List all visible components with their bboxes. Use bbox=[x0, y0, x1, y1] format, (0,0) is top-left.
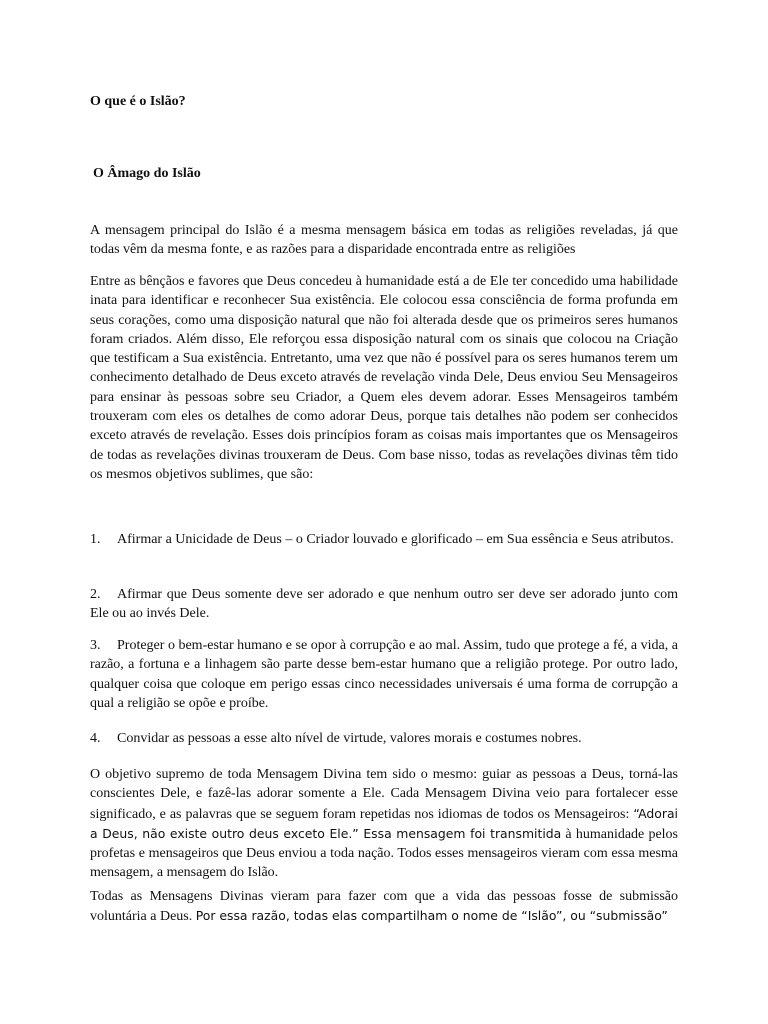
list-item-text: Proteger o bem-estar humano e se opor à corrupção e ao mal. Assim, tudo que protege a fé, a vida, a razão, a fortuna e a linhagem são parte desse bem-estar humano que a religião protege. Por outro lado, qualquer coisa que coloque em perigo essas cinco necessidades universais é uma forma de corrupção a qual a religião se opõe e proíbe. bbox=[90, 638, 678, 711]
list-item-text: Convidar as pessoas a esse alto nível de virtude, valores morais e costumes nobres. bbox=[117, 731, 582, 746]
page-title: O que é o Islão? bbox=[90, 94, 186, 109]
intro-paragraph: A mensagem principal do Islão é a mesma mensagem básica em todas as religiões reveladas, já que todas vêm da mesma fonte, e as razões para a disparidade encontrada entre as religiões bbox=[90, 223, 678, 258]
goal-paragraph-text: O objetivo supremo de toda Mensagem Divina tem sido o mesmo: guiar as pessoas a Deus, torná-las conscientes Dele, e fazê-las adorar somente a Ele. Cada Mensagem Divina veio para fortalecer esse significado, e as palavras que se seguem foram repetidas nos idiomas de todos os Mensageiros: bbox=[90, 767, 678, 822]
list-item-text: Afirmar que Deus somente deve ser adorado e que nenhum outro ser deve ser adorado junto com Ele ou ao invés Dele. bbox=[90, 587, 678, 622]
list-item bbox=[90, 585, 678, 624]
list-item bbox=[90, 530, 678, 549]
list-item-number: 1. bbox=[90, 532, 101, 547]
closing-paragraph-text: Todas as Mensagens Divinas vieram para fazer com que a vida das pessoas fosse de submissão voluntária a Deus. bbox=[90, 889, 678, 925]
goal-paragraph bbox=[90, 765, 678, 883]
list-item-text: Afirmar a Unicidade de Deus – o Criador louvado e glorificado – em Sua essência e Seus atributos. bbox=[117, 532, 674, 547]
closing-paragraph bbox=[90, 887, 678, 927]
list-item bbox=[90, 729, 678, 748]
list-item-number: 3. bbox=[90, 638, 101, 653]
list-item-number: 4. bbox=[90, 731, 101, 746]
quoted-message: “Adorai a Deus, não existe outro deus exceto Ele.” Essa mensagem foi transmitida bbox=[90, 805, 678, 841]
goal-paragraph-end: à humanidade pelos profetas e mensageiros que Deus enviou a toda nação. Todos esses mensageiros vieram com essa mesma mensagem, a mensagem do Islão. bbox=[90, 826, 679, 881]
closing-paragraph-end: Por essa razão, todas elas compartilham o nome de “Islão”, ou “submissão” bbox=[195, 908, 668, 924]
list-item-number: 2. bbox=[90, 587, 101, 602]
main-paragraph: Entre as bênçãos e favores que Deus concedeu à humanidade está a de Ele ter concedido uma habilidade inata para identificar e reconhecer Sua existência. Ele colocou essa consciência de forma profunda em seus corações, como uma disposição natural que não foi alterada desde que os primeiros seres humanos foram criados. Além disso, Ele reforçou essa disposição natural com os sinais que colocou na Criação que testificam a Sua existência. Entretanto, uma vez que não é possível para os seres humanos terem um conhecimento detalhado de Deus exceto através de revelação vinda Dele, Deus enviou Seu Mensageiros para ensinar às pessoas sobre seu Criador, a Quem eles devem adorar. Esses Mensageiros também trouxeram com eles os detalhes de como adorar Deus, porque tais detalhes não podem ser conhecidos exceto através de revelação. Esses dois princípios foram as coisas mais importantes que os Mensageiros de todas as revelações divinas trouxeram de Deus. Com base nisso, todas as revelações divinas têm tido os mesmos objetivos sublimes, que são: bbox=[90, 274, 678, 482]
list-item bbox=[90, 636, 678, 713]
section-heading: O Âmago do Islão bbox=[93, 166, 201, 181]
